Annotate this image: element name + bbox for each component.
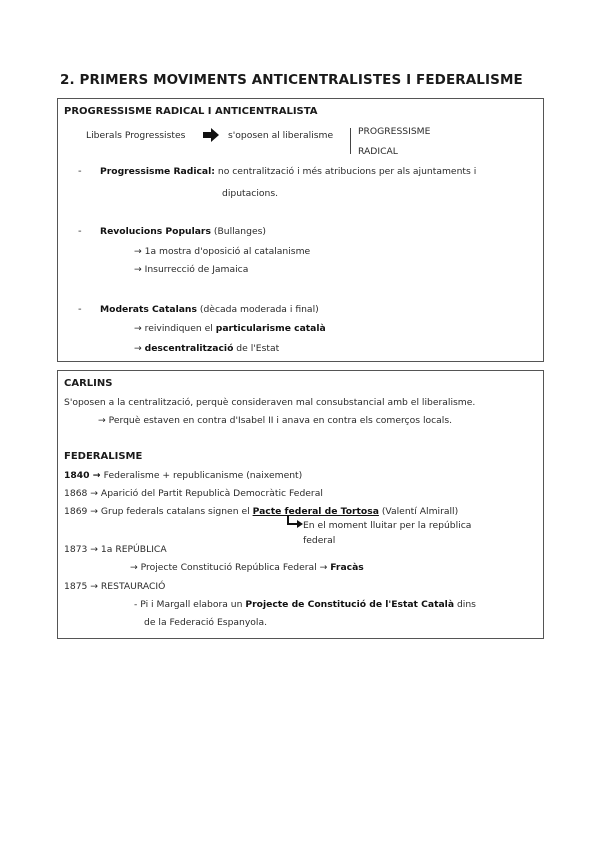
- liberals-label: Liberals Progressistes: [86, 130, 186, 141]
- brace-divider: [350, 128, 351, 154]
- bullet: -: [78, 166, 82, 177]
- corner-arrow-icon: [287, 515, 303, 529]
- carlins-heading: CARLINS: [64, 378, 113, 389]
- line-1869: [64, 506, 458, 517]
- line-1840: [64, 470, 302, 481]
- moderats-line: [100, 304, 319, 315]
- moderats-sub2-arrow: →: [134, 343, 145, 354]
- moderats-sub1-bold: particularisme català: [215, 323, 326, 334]
- carlins-line2: → Perquè estaven en contra d'Isabel II i anava en contra els comerços locals.: [98, 415, 453, 426]
- line-1875-sub1: [134, 599, 476, 610]
- progressisme-radical-line: [100, 166, 476, 177]
- progressisme-label: PROGRESSISME: [358, 126, 431, 137]
- line-1868: 1868 → Aparició del Partit Republicà Democràtic Federal: [64, 488, 323, 499]
- moderats-sub1: [134, 323, 326, 334]
- moderats-bold: Moderats Catalans: [100, 304, 197, 315]
- federalisme-heading: FEDERALISME: [64, 451, 143, 462]
- pacte-tortosa: Pacte federal de Tortosa: [252, 506, 379, 517]
- revolucions-sub1: → 1a mostra d'oposició al catalanisme: [134, 246, 311, 257]
- carlins-line1: S'oposen a la centralització, perquè consideraven mal consubstancial amb el liberalisme.: [64, 397, 476, 408]
- diputacions-text: diputacions.: [222, 188, 279, 199]
- line-1875-sub1-post: dins: [454, 599, 476, 610]
- page-title: 2. PRIMERS MOVIMENTS ANTICENTRALISTES I FEDERALISME: [60, 72, 523, 88]
- progressisme-heading: PROGRESSISME RADICAL I ANTICENTRALISTA: [64, 106, 318, 117]
- moderats-sub1-pre: → reivindiquen el: [134, 323, 216, 334]
- line-1869-sub2: federal: [303, 535, 336, 546]
- revolucions-line: [100, 226, 266, 237]
- oposen-label: s'oposen al liberalisme: [228, 130, 334, 141]
- projecte-constitucio: Projecte de Constitució de l'Estat Català: [245, 599, 455, 610]
- line-1869-post: (Valentí Almirall): [378, 506, 459, 517]
- line-1875: 1875 → RESTAURACIÓ: [64, 581, 166, 592]
- bullet: -: [78, 226, 82, 237]
- revolucions-text: (Bullanges): [210, 226, 266, 237]
- moderats-sub2-bold: descentralització: [144, 343, 234, 354]
- text-1840: Federalisme + republicanisme (naixement): [103, 470, 303, 481]
- line-1875-sub2: de la Federació Espanyola.: [144, 617, 268, 628]
- revolucions-sub2: → Insurrecció de Jamaica: [134, 264, 249, 275]
- line-1873: 1873 → 1a REPÚBLICA: [64, 544, 167, 555]
- line-1869-sub1: En el moment lluitar per la república: [303, 520, 472, 531]
- line-1875-sub1-pre: - Pi i Margall elabora un: [134, 599, 246, 610]
- line-1873-sub-pre: → Projecte Constitució República Federal →: [130, 562, 331, 573]
- moderats-text: (dècada moderada i final): [196, 304, 319, 315]
- revolucions-bold: Revolucions Populars: [100, 226, 211, 237]
- radical-label: RADICAL: [358, 146, 398, 157]
- arrow-right-icon: [203, 128, 219, 142]
- moderats-sub2: [134, 343, 279, 354]
- line-1869-pre: 1869 → Grup federals catalans signen el: [64, 506, 253, 517]
- year-1840: 1840 →: [64, 470, 104, 481]
- moderats-sub2-text: de l'Estat: [233, 343, 280, 354]
- progressisme-radical-text: no centralització i més atribucions per als ajuntaments i: [214, 166, 477, 177]
- progressisme-radical-bold: Progressisme Radical:: [100, 166, 215, 177]
- bullet: -: [78, 304, 82, 315]
- line-1873-sub: [130, 562, 364, 573]
- fracas: Fracàs: [330, 562, 364, 573]
